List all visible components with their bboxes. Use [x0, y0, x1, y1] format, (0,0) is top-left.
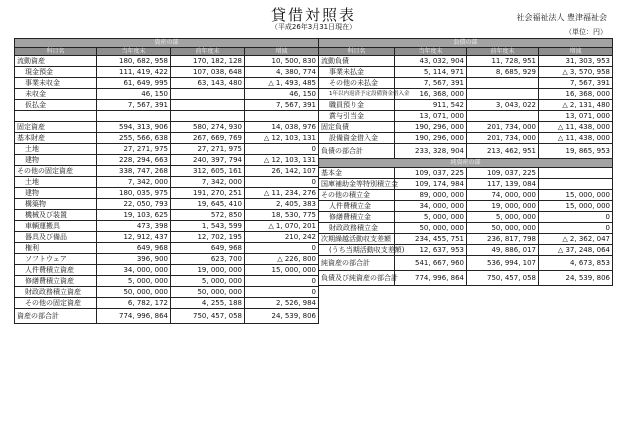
- table-row: [15, 232, 319, 243]
- prior-year-value: [467, 89, 539, 100]
- table-row: [15, 199, 319, 210]
- change-value: △ 12, 103, 131: [245, 155, 319, 166]
- change-value: [245, 111, 319, 122]
- account-name: 職員預り金: [319, 100, 395, 111]
- account-name: 建物: [15, 155, 97, 166]
- column-header: 前年度末: [467, 48, 539, 56]
- change-value: 7, 567, 391: [539, 78, 613, 89]
- current-year-value: 228, 294, 663: [97, 155, 171, 166]
- current-year-value: 774, 996, 864: [395, 271, 467, 286]
- account-name: 権利: [15, 243, 97, 254]
- table-row: [15, 67, 319, 78]
- account-name: 固定負債: [319, 122, 395, 133]
- table-row: [15, 188, 319, 199]
- account-name: 人件費積立資産: [15, 265, 97, 276]
- current-year-value: 109, 174, 984: [395, 179, 467, 190]
- account-name: 1年以内返済予定設備資金借入金: [319, 89, 395, 100]
- liabilities-section-header-label: 負債の部: [319, 39, 613, 48]
- column-header-row: [15, 48, 319, 56]
- table-row: [319, 256, 613, 271]
- table-row: [15, 254, 319, 265]
- column-header: 当年度末: [395, 48, 467, 56]
- prior-year-value: 109, 037, 225: [467, 168, 539, 179]
- current-year-value: 5, 000, 000: [97, 276, 171, 287]
- current-year-value: 46, 150: [97, 89, 171, 100]
- change-value: 46, 150: [245, 89, 319, 100]
- table-row: [15, 166, 319, 177]
- account-name: 財政政務積立資産: [15, 287, 97, 298]
- current-year-value: 338, 747, 268: [97, 166, 171, 177]
- table-row: [15, 133, 319, 144]
- prior-year-value: 201, 734, 000: [467, 122, 539, 133]
- current-year-value: 34, 000, 000: [395, 201, 467, 212]
- change-value: △ 1, 070, 201: [245, 221, 319, 232]
- account-name: [15, 111, 97, 122]
- change-value: 24, 539, 806: [245, 309, 319, 324]
- prior-year-value: 19, 000, 000: [467, 201, 539, 212]
- prior-year-value: 312, 605, 161: [171, 166, 245, 177]
- table-row: [15, 89, 319, 100]
- organization-name: 社会福祉法人 豊津福祉会: [516, 13, 607, 22]
- current-year-value: 234, 455, 751: [395, 234, 467, 245]
- liabilities-table: [318, 38, 613, 286]
- current-year-value: 7, 342, 000: [97, 177, 171, 188]
- account-name: 賞与引当金: [319, 111, 395, 122]
- column-header: 増減: [245, 48, 319, 56]
- change-value: 18, 530, 775: [245, 210, 319, 221]
- table-row: [15, 78, 319, 89]
- account-name: 負債の部合計: [319, 144, 395, 159]
- table-row: [319, 122, 613, 133]
- prior-year-value: 4, 255, 188: [171, 298, 245, 309]
- liabilities-section-header: [319, 39, 613, 48]
- table-row: [319, 111, 613, 122]
- prior-year-value: 49, 886, 017: [467, 245, 539, 256]
- prior-year-value: 50, 000, 000: [171, 287, 245, 298]
- prior-year-value: [467, 78, 539, 89]
- prior-year-value: 750, 457, 058: [171, 309, 245, 324]
- change-value: 15, 000, 000: [539, 201, 613, 212]
- current-year-value: 473, 398: [97, 221, 171, 232]
- change-value: 7, 567, 391: [245, 100, 319, 111]
- current-year-value: 19, 103, 625: [97, 210, 171, 221]
- prior-year-value: 74, 000, 000: [467, 190, 539, 201]
- current-year-value: 50, 000, 000: [395, 223, 467, 234]
- account-name: 事業未払金: [319, 67, 395, 78]
- change-value: 210, 242: [245, 232, 319, 243]
- change-value: 15, 000, 000: [245, 265, 319, 276]
- assets-section-header: [15, 39, 319, 48]
- account-name: 事業未収金: [15, 78, 97, 89]
- prior-year-value: 267, 669, 769: [171, 133, 245, 144]
- current-year-value: 16, 368, 000: [395, 89, 467, 100]
- table-row: [319, 78, 613, 89]
- account-name: 機械及び装置: [15, 210, 97, 221]
- prior-year-value: 1, 543, 599: [171, 221, 245, 232]
- change-value: △ 11, 438, 000: [539, 122, 613, 133]
- change-value: 0: [245, 177, 319, 188]
- table-row: [15, 287, 319, 298]
- change-value: 14, 038, 976: [245, 122, 319, 133]
- account-name: 純資産の部合計: [319, 256, 395, 271]
- change-value: △ 1, 493, 485: [245, 78, 319, 89]
- current-year-value: 61, 649, 995: [97, 78, 171, 89]
- prior-year-value: 236, 817, 798: [467, 234, 539, 245]
- current-year-value: 233, 328, 904: [395, 144, 467, 159]
- change-value: 0: [245, 287, 319, 298]
- table-row: [15, 144, 319, 155]
- table-row: [15, 122, 319, 133]
- table-row: [319, 201, 613, 212]
- current-year-value: 22, 050, 793: [97, 199, 171, 210]
- table-row: [15, 210, 319, 221]
- net-assets-section-header-label: 純資産の部: [319, 159, 613, 168]
- account-name: 基本財産: [15, 133, 97, 144]
- column-header: 増減: [539, 48, 613, 56]
- table-row: [15, 243, 319, 254]
- account-name: 修繕費積立金: [319, 212, 395, 223]
- table-row: [319, 223, 613, 234]
- table-row: [15, 177, 319, 188]
- current-year-value: 12, 912, 437: [97, 232, 171, 243]
- prior-year-value: 50, 000, 000: [467, 223, 539, 234]
- table-row: [319, 56, 613, 67]
- account-name: その他の積立金: [319, 190, 395, 201]
- prior-year-value: 8, 685, 929: [467, 67, 539, 78]
- change-value: △ 2, 362, 047: [539, 234, 613, 245]
- account-name: 土地: [15, 177, 97, 188]
- change-value: 2, 526, 984: [245, 298, 319, 309]
- table-row: [15, 100, 319, 111]
- change-value: △ 226, 800: [245, 254, 319, 265]
- current-year-value: 774, 996, 864: [97, 309, 171, 324]
- prior-year-value: 19, 000, 000: [171, 265, 245, 276]
- table-row: [15, 56, 319, 67]
- change-value: 0: [539, 223, 613, 234]
- current-year-value: 7, 567, 391: [395, 78, 467, 89]
- current-year-value: 50, 000, 000: [97, 287, 171, 298]
- account-name: 負債及び純資産の部合計: [319, 271, 395, 286]
- current-year-value: 190, 296, 000: [395, 122, 467, 133]
- column-header: 当年度末: [97, 48, 171, 56]
- table-row: [15, 221, 319, 232]
- change-value: 24, 539, 806: [539, 271, 613, 286]
- current-year-value: 43, 032, 904: [395, 56, 467, 67]
- table-row: [319, 67, 613, 78]
- change-value: 2, 405, 383: [245, 199, 319, 210]
- current-year-value: 541, 667, 960: [395, 256, 467, 271]
- current-year-value: 27, 271, 975: [97, 144, 171, 155]
- current-year-value: 255, 566, 638: [97, 133, 171, 144]
- table-row: [15, 309, 319, 324]
- table-row: [319, 133, 613, 144]
- prior-year-value: [171, 100, 245, 111]
- table-row: [319, 100, 613, 111]
- change-value: 26, 142, 107: [245, 166, 319, 177]
- prior-year-value: 649, 968: [171, 243, 245, 254]
- table-row: [15, 111, 319, 122]
- current-year-value: 109, 037, 225: [395, 168, 467, 179]
- current-year-value: 5, 114, 971: [395, 67, 467, 78]
- change-value: [539, 179, 613, 190]
- change-value: 13, 071, 000: [539, 111, 613, 122]
- prior-year-value: 536, 994, 107: [467, 256, 539, 271]
- change-value: 19, 865, 953: [539, 144, 613, 159]
- prior-year-value: 572, 850: [171, 210, 245, 221]
- prior-year-value: [171, 111, 245, 122]
- table-row: [319, 212, 613, 223]
- change-value: 0: [245, 144, 319, 155]
- column-header: 科目名: [15, 48, 97, 56]
- table-row: [15, 265, 319, 276]
- table-row: [319, 245, 613, 256]
- table-row: [319, 190, 613, 201]
- account-name: 車輌運搬具: [15, 221, 97, 232]
- account-name: その他の固定資産: [15, 298, 97, 309]
- table-row: [319, 234, 613, 245]
- prior-year-value: 3, 043, 022: [467, 100, 539, 111]
- net-assets-section-header: [319, 159, 613, 168]
- change-value: 4, 380, 774: [245, 67, 319, 78]
- prior-year-value: 201, 734, 000: [467, 133, 539, 144]
- change-value: △ 2, 131, 480: [539, 100, 613, 111]
- current-year-value: 34, 000, 000: [97, 265, 171, 276]
- account-name: (うち当期活動収支差額): [319, 245, 395, 256]
- table-row: [15, 298, 319, 309]
- date-subtitle: （平成26年3月31日現在）: [270, 23, 357, 31]
- prior-year-value: 27, 271, 975: [171, 144, 245, 155]
- table-row: [319, 144, 613, 159]
- account-name: 固定資産: [15, 122, 97, 133]
- table-row: [15, 155, 319, 166]
- current-year-value: 649, 968: [97, 243, 171, 254]
- current-year-value: 190, 296, 000: [395, 133, 467, 144]
- account-name: 財政政務積立金: [319, 223, 395, 234]
- unit-label: （単位：円）: [565, 28, 607, 36]
- column-header: 科目名: [319, 48, 395, 56]
- change-value: △ 11, 234, 276: [245, 188, 319, 199]
- current-year-value: 12, 637, 953: [395, 245, 467, 256]
- change-value: 0: [539, 212, 613, 223]
- current-year-value: 13, 071, 000: [395, 111, 467, 122]
- prior-year-value: [467, 111, 539, 122]
- change-value: 10, 500, 830: [245, 56, 319, 67]
- current-year-value: 7, 567, 391: [97, 100, 171, 111]
- column-header-row: [319, 48, 613, 56]
- prior-year-value: 12, 702, 195: [171, 232, 245, 243]
- account-name: 仮払金: [15, 100, 97, 111]
- prior-year-value: 107, 038, 648: [171, 67, 245, 78]
- account-name: 土地: [15, 144, 97, 155]
- table-row: [15, 276, 319, 287]
- change-value: 31, 303, 953: [539, 56, 613, 67]
- prior-year-value: 170, 182, 128: [171, 56, 245, 67]
- account-name: 基本金: [319, 168, 395, 179]
- prior-year-value: 580, 274, 930: [171, 122, 245, 133]
- account-name: 資産の部合計: [15, 309, 97, 324]
- prior-year-value: 750, 457, 058: [467, 271, 539, 286]
- prior-year-value: 7, 342, 000: [171, 177, 245, 188]
- account-name: 現金預金: [15, 67, 97, 78]
- account-name: 未収金: [15, 89, 97, 100]
- table-row: [319, 89, 613, 100]
- change-value: 0: [245, 243, 319, 254]
- account-name: ソフトウェア: [15, 254, 97, 265]
- current-year-value: 5, 000, 000: [395, 212, 467, 223]
- page-title: 貸借対照表: [270, 6, 356, 24]
- change-value: 4, 673, 853: [539, 256, 613, 271]
- change-value: [539, 168, 613, 179]
- prior-year-value: 11, 728, 951: [467, 56, 539, 67]
- prior-year-value: 19, 645, 410: [171, 199, 245, 210]
- change-value: 0: [245, 276, 319, 287]
- current-year-value: 111, 419, 422: [97, 67, 171, 78]
- account-name: 次期繰越活動収支差額: [319, 234, 395, 245]
- prior-year-value: 117, 139, 084: [467, 179, 539, 190]
- change-value: △ 37, 248, 064: [539, 245, 613, 256]
- change-value: △ 12, 103, 131: [245, 133, 319, 144]
- account-name: 修繕費積立資産: [15, 276, 97, 287]
- table-row: [319, 179, 613, 190]
- table-row: [319, 168, 613, 179]
- column-header: 前年度末: [171, 48, 245, 56]
- table-row: [319, 271, 613, 286]
- current-year-value: 594, 313, 906: [97, 122, 171, 133]
- prior-year-value: 5, 000, 000: [171, 276, 245, 287]
- account-name: 人件費積立金: [319, 201, 395, 212]
- assets-section-header-label: 資産の部: [15, 39, 319, 48]
- assets-table: [14, 38, 319, 324]
- change-value: △ 11, 438, 000: [539, 133, 613, 144]
- account-name: 流動負債: [319, 56, 395, 67]
- current-year-value: 6, 782, 172: [97, 298, 171, 309]
- account-name: 流動資産: [15, 56, 97, 67]
- current-year-value: 396, 900: [97, 254, 171, 265]
- change-value: △ 3, 570, 958: [539, 67, 613, 78]
- current-year-value: 180, 682, 958: [97, 56, 171, 67]
- account-name: その他の固定資産: [15, 166, 97, 177]
- account-name: 国庫補助金等特別積立金: [319, 179, 395, 190]
- prior-year-value: 213, 462, 951: [467, 144, 539, 159]
- account-name: その他の未払金: [319, 78, 395, 89]
- current-year-value: 89, 000, 000: [395, 190, 467, 201]
- prior-year-value: [171, 89, 245, 100]
- account-name: 構築物: [15, 199, 97, 210]
- prior-year-value: 63, 143, 480: [171, 78, 245, 89]
- change-value: 16, 368, 000: [539, 89, 613, 100]
- account-name: 設備資金借入金: [319, 133, 395, 144]
- account-name: 器具及び備品: [15, 232, 97, 243]
- prior-year-value: 191, 270, 251: [171, 188, 245, 199]
- account-name: 建物: [15, 188, 97, 199]
- current-year-value: [97, 111, 171, 122]
- current-year-value: 180, 035, 975: [97, 188, 171, 199]
- prior-year-value: 240, 397, 794: [171, 155, 245, 166]
- current-year-value: 911, 542: [395, 100, 467, 111]
- prior-year-value: 623, 700: [171, 254, 245, 265]
- change-value: 15, 000, 000: [539, 190, 613, 201]
- prior-year-value: 5, 000, 000: [467, 212, 539, 223]
